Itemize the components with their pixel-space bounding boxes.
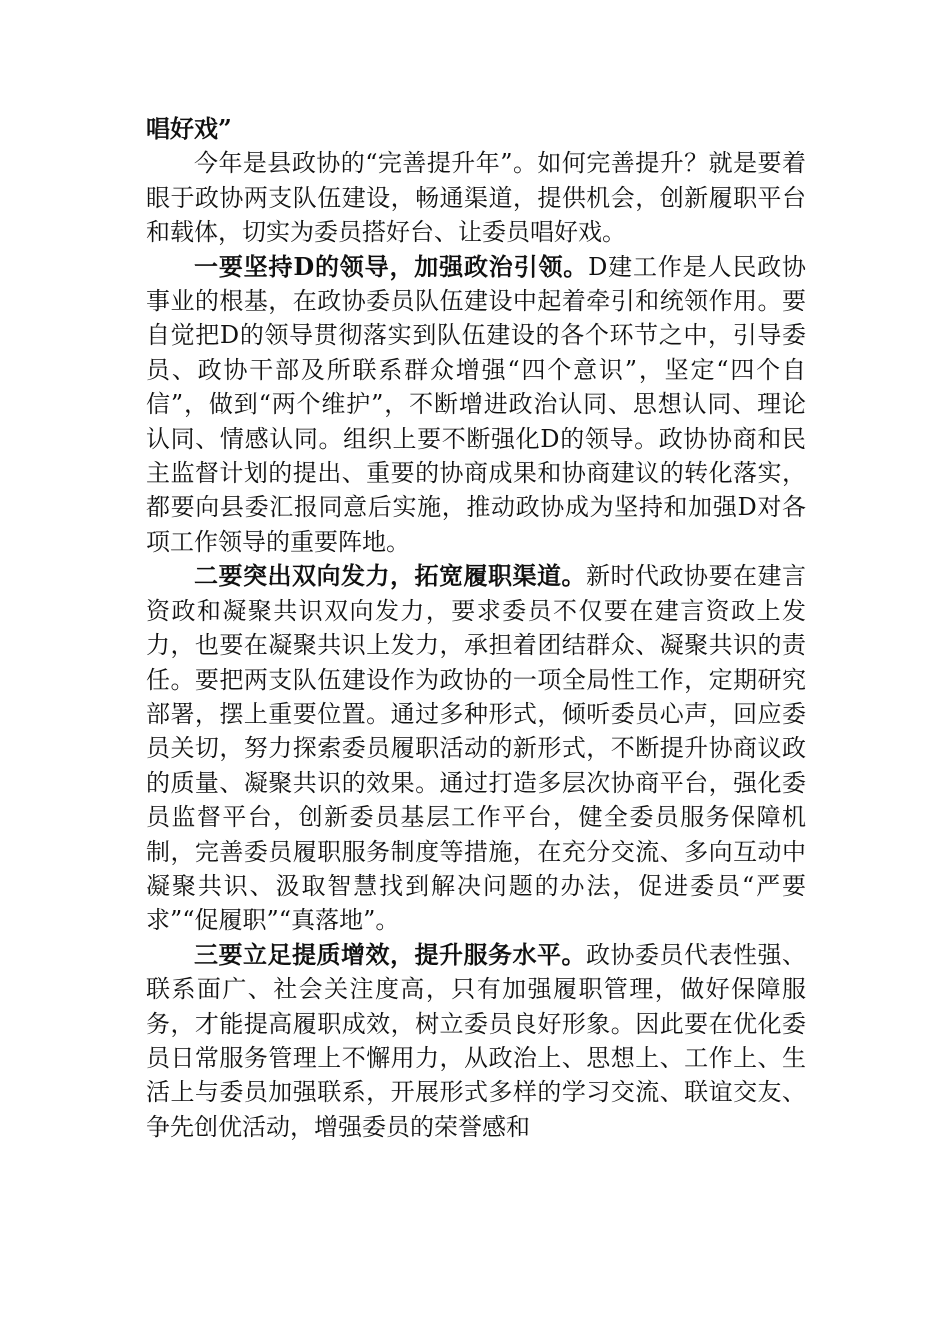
paragraph-body-1: D建工作是人民政协事业的根基，在政协委员队伍建设中起着牵引和统领作用。要自觉把D的领导贯彻落实到队伍建设的各个环节之中，引导委员、政协干部及所联系群众增强“四个意识”，坚定“四个自信”，做到“两个维护”，不断增进政治认同、思想认同、理论认同、情感认同。组织上要不断强化D的领导。政协协商和民主监督计划的提出、重要的协商成果和协商建议的转化落实，都要向县委汇报同意后实施，推动政协成为坚持和加强D对各项工作领导的重要阵地。: [146, 252, 806, 556]
paragraph-body-2: 新时代政协要在建言资政和凝聚共识双向发力，要求委员不仅要在建言资政上发力，也要在凝聚共识上发力，承担着团结群众、凝聚共识的责任。要把两支队伍建设作为政协的一项全局性工作，定期研究部署，摆上重要位置。通过多种形式，倾听委员心声，回应委员关切，努力探索委员履职活动的新形式，不断提升协商议政的质量、凝聚共识的效果。通过打造多层次协商平台，强化委员监督平台，创新委员基层工作平台，健全委员服务保障机制，完善委员履职服务制度等措施，在充分交流、多向互动中凝聚共识、汲取智慧找到解决问题的办法，促进委员“严要求”“促履职”“真落地”。: [146, 562, 806, 935]
paragraph-section-1: [146, 250, 806, 560]
section-heading: 唱好戏”: [146, 114, 232, 143]
paragraph-section-2: [146, 559, 806, 937]
intro-paragraph: 今年是县政协的“完善提升年”。如何完善提升？就是要着眼于政协两支队伍建设，畅通渠道，提供机会，创新履职平台和载体，切实为委员搭好台、让委员唱好戏。: [146, 149, 806, 247]
paragraph-lead-2: 二要突出双向发力，拓宽履职渠道。: [194, 561, 586, 591]
paragraph-section-3: [146, 938, 806, 1144]
paragraph-lead-1: 一要坚持D的领导，加强政治引领。: [194, 251, 589, 281]
paragraph-body-3: 政协委员代表性强、联系面广、社会关注度高，只有加强履职管理，做好保障服务，才能提高履职成效，树立委员良好形象。因此要在优化委员日常服务管理上不懈用力，从政治上、思想上、工作上、生活上与委员加强联系，开展形式多样的学习交流、联谊交友、争先创优活动，增强委员的荣誉感和: [146, 940, 806, 1141]
document-page: [146, 112, 806, 1144]
paragraph-lead-3: 三要立足提质增效，提升服务水平。: [194, 939, 586, 969]
